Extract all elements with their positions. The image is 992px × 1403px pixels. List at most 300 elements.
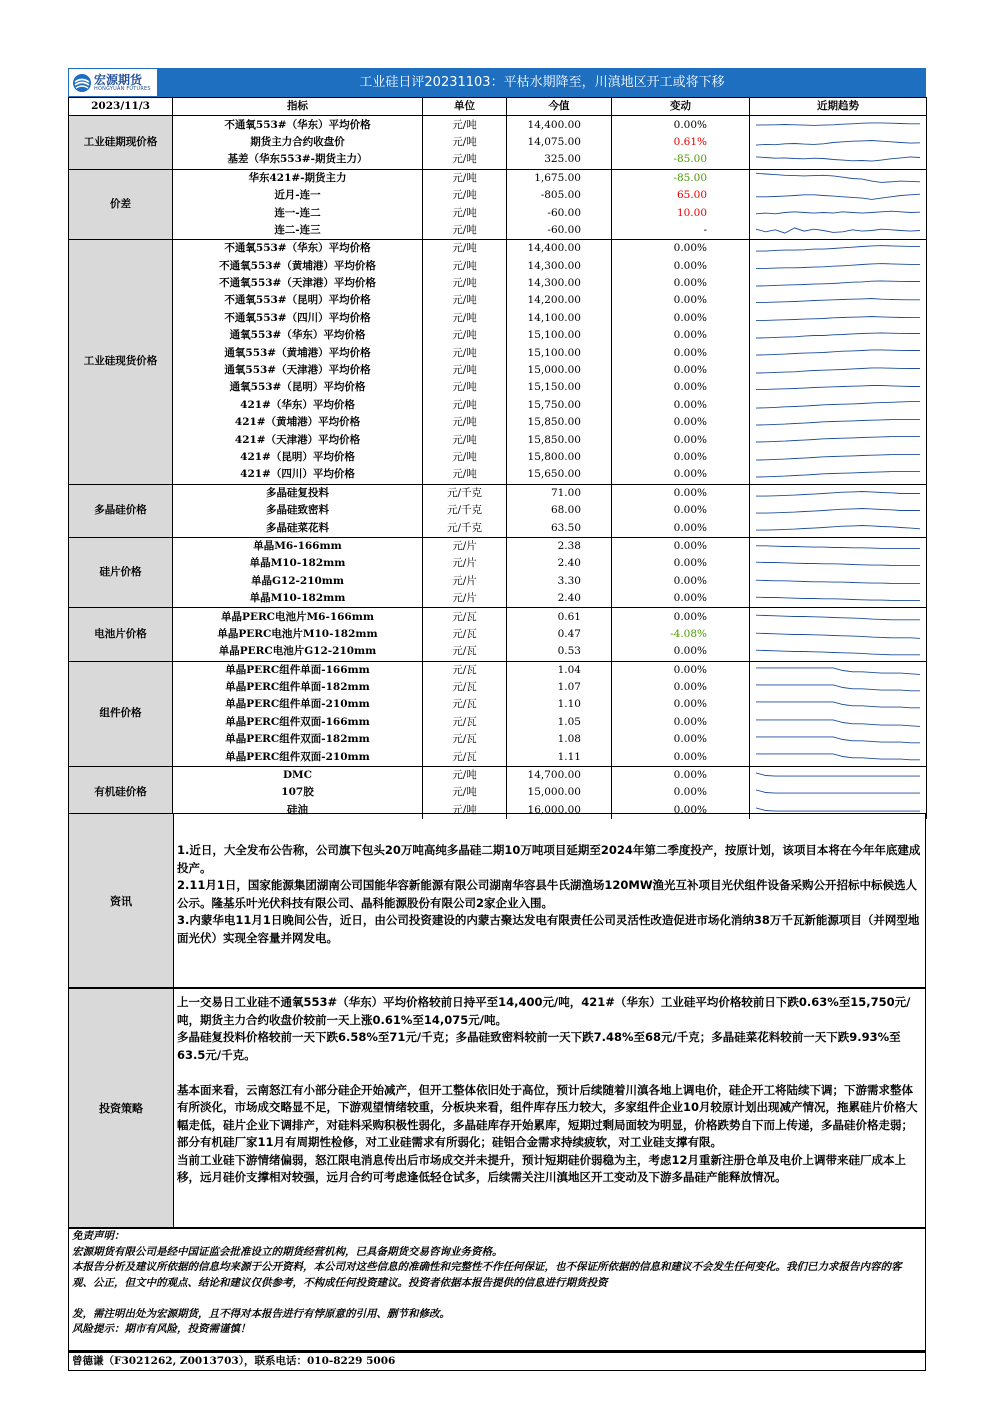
indicator-name: 不通氧553#（天津港）平均价格 — [173, 275, 423, 292]
table-row — [69, 661, 927, 679]
unit-cell: 元/吨 — [423, 397, 507, 414]
sparkline-chart — [750, 310, 926, 327]
change-cell: 0.61% — [612, 134, 750, 151]
indicator-name: 421#（黄埔港）平均价格 — [173, 414, 423, 431]
value-cell: 15,750.00 — [507, 397, 612, 414]
indicator-name: 不通氧553#（华东）平均价格 — [173, 116, 423, 134]
sparkline-chart — [750, 240, 926, 257]
trend-sparkline — [750, 240, 927, 258]
trend-sparkline — [750, 275, 927, 292]
sparkline-path — [756, 437, 920, 443]
value-cell: 14,700.00 — [507, 766, 612, 784]
unit-cell: 元/瓦 — [423, 679, 507, 696]
sparkline-chart — [750, 116, 926, 133]
unit-cell: 元/吨 — [423, 240, 507, 258]
change-cell: 0.00% — [612, 731, 750, 748]
sparkline-path — [756, 633, 920, 638]
change-cell: 10.00 — [612, 204, 750, 221]
table-row — [69, 362, 927, 379]
trend-sparkline — [750, 537, 927, 555]
indicator-name: 华东421#-期货主力 — [173, 169, 423, 187]
indicator-name: 单晶G12-210mm — [173, 573, 423, 590]
trend-sparkline — [750, 626, 927, 643]
value-cell: 14,400.00 — [507, 116, 612, 134]
sparkline-chart — [750, 134, 926, 151]
table-row — [69, 292, 927, 309]
indicator-name: 多晶硅菜花料 — [173, 519, 423, 537]
sparkline-path — [756, 173, 920, 182]
value-cell: 15,800.00 — [507, 449, 612, 466]
value-cell: 15,000.00 — [507, 784, 612, 801]
unit-cell: 元/千克 — [423, 502, 507, 519]
sparkline-path — [756, 754, 920, 760]
unit-cell: 元/吨 — [423, 204, 507, 221]
indicator-name: 不通氧553#（昆明）平均价格 — [173, 292, 423, 309]
strategy-paragraph: 当前工业硅下游情绪偏弱，怒江限电消息传出后市场成交并未提升，预计短期硅价弱稳为主，考虑12月重新注册仓单及电价上调带来硅厂成本上移，远月硅价支撑相对较强，远月合约可考虑逢低轻仓试多，后续需关注川滇地区开工变动及下游多晶硅产能释放情况。 — [177, 1152, 906, 1184]
indicator-name: 通氧553#（昆明）平均价格 — [173, 379, 423, 396]
table-row — [69, 766, 927, 784]
header-unit: 单位 — [423, 98, 507, 116]
sparkline-path — [756, 386, 920, 390]
value-cell: 16,000.00 — [507, 802, 612, 819]
trend-sparkline — [750, 397, 927, 414]
indicator-name: 单晶PERC电池片M10-182mm — [173, 626, 423, 643]
indicator-name: 不通氧553#（四川）平均价格 — [173, 310, 423, 327]
trend-sparkline — [750, 431, 927, 448]
unit-cell: 元/瓦 — [423, 626, 507, 643]
change-cell: 0.00% — [612, 344, 750, 361]
indicator-name: 基差（华东553#-期货主力） — [173, 151, 423, 169]
sparkline-chart — [750, 362, 926, 379]
sparkline-path — [756, 140, 920, 145]
category-label: 工业硅期现价格 — [69, 116, 173, 169]
sparkline-chart — [750, 555, 926, 572]
indicator-name: 不通氧553#（华东）平均价格 — [173, 240, 423, 258]
sparkline-chart — [750, 344, 926, 361]
value-cell: -805.00 — [507, 187, 612, 204]
change-cell: 0.00% — [612, 379, 750, 396]
table-row — [69, 555, 927, 572]
disclaimer-line — [72, 1291, 922, 1307]
sparkline-path — [756, 685, 920, 691]
unit-cell: 元/吨 — [423, 431, 507, 448]
strategy-section — [68, 988, 926, 1228]
header-value: 今值 — [507, 98, 612, 116]
sparkline-chart — [750, 748, 926, 765]
trend-sparkline — [750, 116, 927, 134]
sparkline-chart — [750, 222, 926, 239]
logo-text-cn: 宏源期货 — [94, 73, 143, 87]
category-label: 价差 — [69, 169, 173, 240]
category-label: 组件价格 — [69, 661, 173, 766]
table-row — [69, 275, 927, 292]
trend-sparkline — [750, 784, 927, 801]
value-cell: 1.05 — [507, 714, 612, 731]
table-row — [69, 414, 927, 431]
indicator-name: 107胶 — [173, 784, 423, 801]
sparkline-chart — [750, 292, 926, 309]
table-row — [69, 397, 927, 414]
sparkline-path — [756, 316, 920, 320]
price-table — [68, 97, 927, 820]
trend-sparkline — [750, 344, 927, 361]
news-section — [68, 813, 926, 988]
sparkline-path — [756, 562, 920, 565]
indicator-name: 421#（四川）平均价格 — [173, 466, 423, 484]
category-label: 有机硅价格 — [69, 766, 173, 819]
sparkline-path — [756, 667, 920, 674]
indicator-name: 通氧553#（华东）平均价格 — [173, 327, 423, 344]
table-row — [69, 784, 927, 801]
trend-sparkline — [750, 555, 927, 572]
unit-cell: 元/吨 — [423, 310, 507, 327]
table-row — [69, 134, 927, 151]
table-row — [69, 258, 927, 275]
sparkline-path — [756, 808, 920, 811]
table-row — [69, 116, 927, 134]
change-cell: - — [612, 222, 750, 240]
sparkline-path — [756, 650, 920, 655]
unit-cell: 元/吨 — [423, 802, 507, 819]
news-label: 资讯 — [69, 814, 174, 987]
indicator-name: 421#（华东）平均价格 — [173, 397, 423, 414]
value-cell: 68.00 — [507, 502, 612, 519]
sparkline-chart — [750, 626, 926, 643]
table-row — [69, 679, 927, 696]
sparkline-chart — [750, 431, 926, 448]
unit-cell: 元/吨 — [423, 766, 507, 784]
category-label: 工业硅现货价格 — [69, 240, 173, 484]
unit-cell: 元/千克 — [423, 484, 507, 502]
value-cell: 15,150.00 — [507, 379, 612, 396]
unit-cell: 元/瓦 — [423, 748, 507, 766]
sparkline-path — [756, 157, 920, 161]
table-row — [69, 466, 927, 484]
value-cell: 1.10 — [507, 696, 612, 713]
change-cell: 0.00% — [612, 766, 750, 784]
change-cell: 0.00% — [612, 802, 750, 819]
company-logo — [68, 68, 158, 97]
sparkline-chart — [750, 151, 926, 168]
sparkline-chart — [750, 204, 926, 221]
sparkline-path — [756, 580, 920, 583]
trend-sparkline — [750, 310, 927, 327]
value-cell: 14,400.00 — [507, 240, 612, 258]
value-cell: -60.00 — [507, 204, 612, 221]
sparkline-path — [756, 246, 920, 252]
sparkline-chart — [750, 379, 926, 396]
value-cell: 14,100.00 — [507, 310, 612, 327]
news-text — [173, 842, 925, 947]
table-row — [69, 169, 927, 187]
change-cell: 65.00 — [612, 187, 750, 204]
value-cell: 14,300.00 — [507, 258, 612, 275]
table-row — [69, 484, 927, 502]
header-date: 2023/11/3 — [69, 98, 173, 116]
sparkline-path — [756, 597, 920, 600]
sparkline-chart — [750, 643, 926, 660]
unit-cell: 元/吨 — [423, 151, 507, 169]
sparkline-path — [756, 368, 920, 373]
category-label: 电池片价格 — [69, 608, 173, 661]
sparkline-chart — [750, 170, 926, 187]
unit-cell: 元/吨 — [423, 292, 507, 309]
table-row — [69, 187, 927, 204]
table-row — [69, 204, 927, 221]
trend-sparkline — [750, 222, 927, 240]
unit-cell: 元/吨 — [423, 414, 507, 431]
sparkline-chart — [750, 519, 926, 536]
indicator-name: 通氧553#（天津港）平均价格 — [173, 362, 423, 379]
table-row — [69, 573, 927, 590]
change-cell: 0.00% — [612, 537, 750, 555]
unit-cell: 元/瓦 — [423, 696, 507, 713]
table-row — [69, 327, 927, 344]
sparkline-path — [756, 263, 920, 268]
sparkline-path — [756, 281, 920, 286]
unit-cell: 元/片 — [423, 590, 507, 608]
change-cell: 0.00% — [612, 292, 750, 309]
trend-sparkline — [750, 661, 927, 679]
table-row — [69, 310, 927, 327]
sparkline-path — [756, 212, 920, 215]
trend-sparkline — [750, 134, 927, 151]
change-cell: 0.00% — [612, 608, 750, 626]
table-row — [69, 379, 927, 396]
table-row — [69, 151, 927, 169]
unit-cell: 元/吨 — [423, 344, 507, 361]
trend-sparkline — [750, 414, 927, 431]
value-cell: 2.38 — [507, 537, 612, 555]
trend-sparkline — [750, 573, 927, 590]
trend-sparkline — [750, 187, 927, 204]
change-cell: 0.00% — [612, 748, 750, 766]
value-cell: 15,100.00 — [507, 327, 612, 344]
unit-cell: 元/瓦 — [423, 643, 507, 661]
table-row — [69, 731, 927, 748]
indicator-name: 421#（天津港）平均价格 — [173, 431, 423, 448]
trend-sparkline — [750, 449, 927, 466]
trend-sparkline — [750, 748, 927, 766]
trend-sparkline — [750, 169, 927, 187]
change-cell: 0.00% — [612, 519, 750, 537]
unit-cell: 元/吨 — [423, 116, 507, 134]
header-change: 变动 — [612, 98, 750, 116]
change-cell: 0.00% — [612, 784, 750, 801]
table-row — [69, 431, 927, 448]
value-cell: 14,075.00 — [507, 134, 612, 151]
change-cell: 0.00% — [612, 555, 750, 572]
category-label: 多晶硅价格 — [69, 484, 173, 537]
sparkline-path — [756, 526, 920, 531]
change-cell: 0.00% — [612, 397, 750, 414]
trend-sparkline — [750, 608, 927, 626]
indicator-name: 期货主力合约收盘价 — [173, 134, 423, 151]
indicator-name: 多晶硅复投料 — [173, 484, 423, 502]
value-cell: 15,100.00 — [507, 344, 612, 361]
sparkline-chart — [750, 573, 926, 590]
change-cell: 0.00% — [612, 275, 750, 292]
trend-sparkline — [750, 696, 927, 713]
sparkline-path — [756, 401, 920, 408]
report-title: 工业硅日评20231103：平枯水期降至，川滇地区开工或将下移 — [359, 75, 725, 90]
sparkline-chart — [750, 485, 926, 502]
table-row — [69, 696, 927, 713]
sparkline-path — [756, 123, 920, 126]
unit-cell: 元/瓦 — [423, 661, 507, 679]
indicator-name: 多晶硅致密料 — [173, 502, 423, 519]
indicator-name: 单晶PERC组件双面-182mm — [173, 731, 423, 748]
unit-cell: 元/瓦 — [423, 731, 507, 748]
trend-sparkline — [750, 643, 927, 661]
trend-sparkline — [750, 466, 927, 484]
change-cell: 0.00% — [612, 661, 750, 679]
change-cell: 0.00% — [612, 679, 750, 696]
table-row — [69, 502, 927, 519]
change-cell: -85.00 — [612, 169, 750, 187]
trend-sparkline — [750, 327, 927, 344]
indicator-name: 单晶PERC组件双面-166mm — [173, 714, 423, 731]
value-cell: 1.08 — [507, 731, 612, 748]
change-cell: 0.00% — [612, 484, 750, 502]
disclaimer — [68, 1228, 926, 1351]
unit-cell: 元/片 — [423, 573, 507, 590]
sparkline-path — [756, 720, 920, 727]
table-row — [69, 590, 927, 608]
change-cell: 0.00% — [612, 310, 750, 327]
indicator-name: 单晶PERC组件单面-182mm — [173, 679, 423, 696]
indicator-name: 单晶M6-166mm — [173, 537, 423, 555]
strategy-label: 投资策略 — [69, 989, 174, 1227]
change-cell: -4.08% — [612, 626, 750, 643]
trend-sparkline — [750, 379, 927, 396]
table-row — [69, 344, 927, 361]
sparkline-path — [756, 299, 920, 303]
value-cell: 15,000.00 — [507, 362, 612, 379]
unit-cell: 元/吨 — [423, 466, 507, 484]
unit-cell: 元/片 — [423, 555, 507, 572]
trend-sparkline — [750, 292, 927, 309]
indicator-name: 连一-连二 — [173, 204, 423, 221]
indicator-name: 单晶PERC组件单面-166mm — [173, 661, 423, 679]
change-cell: 0.00% — [612, 258, 750, 275]
unit-cell: 元/瓦 — [423, 714, 507, 731]
trend-sparkline — [750, 204, 927, 221]
sparkline-chart — [750, 784, 926, 801]
sparkline-chart — [750, 590, 926, 607]
indicator-name: 单晶PERC电池片M6-166mm — [173, 608, 423, 626]
sparkline-chart — [750, 662, 926, 679]
indicator-name: 单晶M10-182mm — [173, 590, 423, 608]
unit-cell: 元/瓦 — [423, 608, 507, 626]
table-header-row — [69, 98, 927, 116]
indicator-name: 近月-连一 — [173, 187, 423, 204]
sparkline-chart — [750, 696, 926, 713]
sparkline-chart — [750, 679, 926, 696]
table-row — [69, 748, 927, 766]
logo-text-en: HONGYUAN FUTURES — [94, 86, 151, 92]
header-indicator: 指标 — [173, 98, 423, 116]
sparkline-chart — [750, 258, 926, 275]
sparkline-path — [756, 454, 920, 460]
sparkline-path — [756, 737, 920, 743]
sparkline-path — [756, 491, 920, 496]
sparkline-chart — [750, 449, 926, 466]
trend-sparkline — [750, 714, 927, 731]
table-row — [69, 537, 927, 555]
report-page — [68, 68, 926, 1367]
value-cell: 14,200.00 — [507, 292, 612, 309]
disclaimer-line: 发，需注明出处为宏源期货，且不得对本报告进行有悖原意的引用、删节和修改。 — [72, 1307, 450, 1320]
table-row — [69, 222, 927, 240]
trend-sparkline — [750, 151, 927, 169]
value-cell: 325.00 — [507, 151, 612, 169]
strategy-paragraph: 上一交易日工业硅不通氧553#（华东）平均价格较前日持平至14,400元/吨，421#（华东）工业硅平均价格较前日下跌0.63%至15,750元/吨，期货主力合约收盘价较前一天上涨0.61%至14,075元/吨。 — [177, 995, 911, 1027]
unit-cell: 元/吨 — [423, 222, 507, 240]
sparkline-path — [756, 790, 920, 793]
change-cell: 0.00% — [612, 362, 750, 379]
value-cell: 1.04 — [507, 661, 612, 679]
table-row — [69, 626, 927, 643]
trend-sparkline — [750, 362, 927, 379]
sparkline-chart — [750, 608, 926, 625]
trend-sparkline — [750, 519, 927, 537]
sparkline-chart — [750, 466, 926, 483]
contact-info: 曾德谦（F3021262, Z0013703），联系电话：010-8229 5006 — [68, 1351, 926, 1371]
trend-sparkline — [750, 590, 927, 608]
change-cell: 0.00% — [612, 696, 750, 713]
sparkline-path — [756, 472, 920, 478]
unit-cell: 元/吨 — [423, 327, 507, 344]
sparkline-path — [756, 228, 920, 233]
sparkline-path — [756, 194, 920, 199]
trend-sparkline — [750, 502, 927, 519]
disclaimer-line: 风险提示：期市有风险，投资需谨慎！ — [72, 1323, 251, 1335]
unit-cell: 元/吨 — [423, 169, 507, 187]
strategy-paragraph: 多晶硅复投料价格较前一天下跌6.58%至71元/千克；多晶硅致密料较前一天下跌7.48%至68元/千克；多晶硅菜花料较前一天下跌9.93%至63.5元/千克。 — [177, 1030, 901, 1062]
table-row — [69, 643, 927, 661]
value-cell: 14,300.00 — [507, 275, 612, 292]
value-cell: 1,675.00 — [507, 169, 612, 187]
indicator-name: 单晶PERC组件双面-210mm — [173, 748, 423, 766]
change-cell: 0.00% — [612, 449, 750, 466]
unit-cell: 元/吨 — [423, 258, 507, 275]
sparkline-path — [756, 420, 920, 426]
value-cell: 0.61 — [507, 608, 612, 626]
change-cell: 0.00% — [612, 240, 750, 258]
sparkline-path — [756, 508, 920, 513]
strategy-paragraph — [177, 1064, 921, 1082]
indicator-name: 通氧553#（黄埔港）平均价格 — [173, 344, 423, 361]
trend-sparkline — [750, 484, 927, 502]
change-cell: 0.00% — [612, 590, 750, 608]
table-row — [69, 519, 927, 537]
news-paragraph: 3.内蒙华电11月1日晚间公告，近日，由公司投资建设的内蒙古聚达发电有限责任公司灵活性改造促进市场化消纳38万千瓦新能源项目（并网型地面光伏）实现全容量并网发电。 — [177, 913, 920, 945]
change-cell: -85.00 — [612, 151, 750, 169]
sparkline-chart — [750, 327, 926, 344]
value-cell: 1.11 — [507, 748, 612, 766]
news-paragraph: 2.11月1日，国家能源集团湖南公司国能华容新能源有限公司湖南华容县牛氏湖渔场120MW渔光互补项目光伏组件设备采购公开招标中标候选人公示。隆基乐叶光伏科技有限公司、晶科能源股份有限公司2家企业入围。 — [177, 878, 918, 910]
trend-sparkline — [750, 731, 927, 748]
sparkline-chart — [750, 187, 926, 204]
table-row — [69, 449, 927, 466]
change-cell: 0.00% — [612, 116, 750, 134]
news-paragraph: 1.近日，大全发布公告称，公司旗下包头20万吨高纯多晶硅二期10万吨项目延期至2024年第二季度投产，按原计划，该项目本将在今年年底建成投产。 — [177, 843, 921, 875]
table-row — [69, 608, 927, 626]
sparkline-path — [756, 616, 920, 621]
value-cell: 2.40 — [507, 555, 612, 572]
value-cell: 15,850.00 — [507, 414, 612, 431]
